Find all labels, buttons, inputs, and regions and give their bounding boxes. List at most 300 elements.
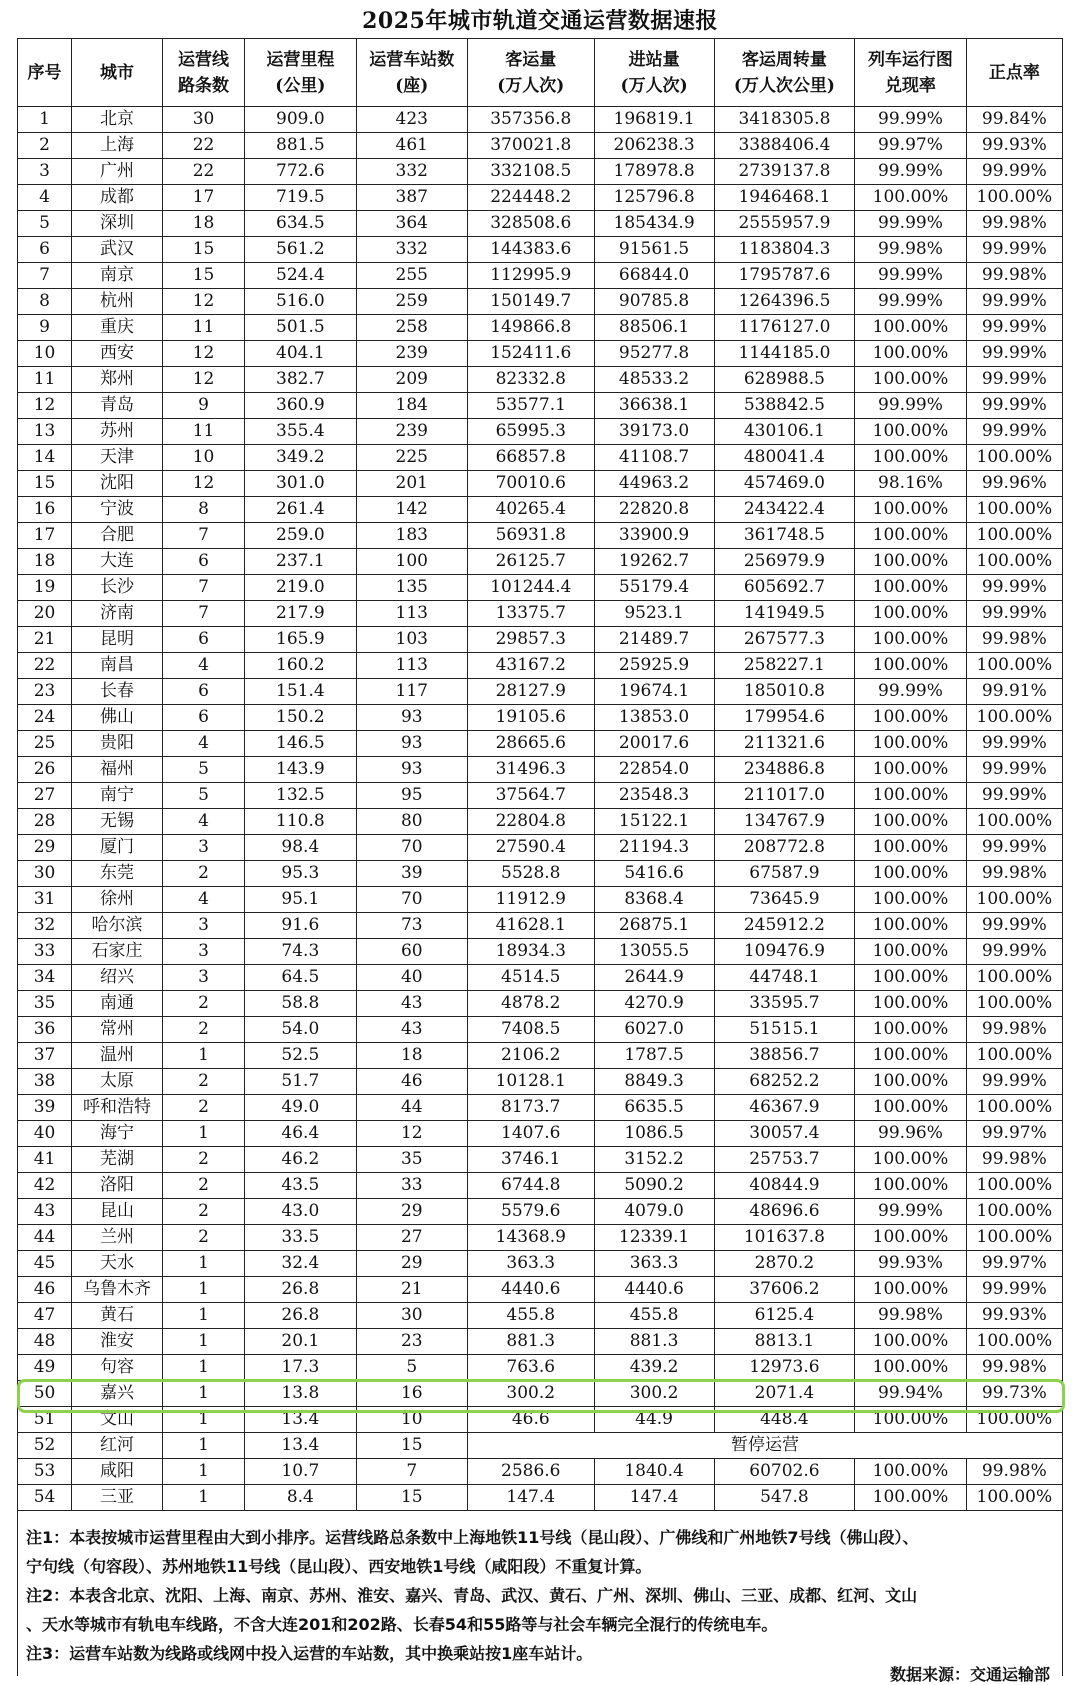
table-cell: 144383.6 [467, 237, 594, 263]
table-cell: 18 [162, 211, 244, 237]
table-row [18, 1017, 1063, 1043]
table-cell: 100.00% [855, 601, 966, 627]
table-cell: 141949.5 [714, 601, 855, 627]
table-cell: 439.2 [594, 1355, 714, 1381]
table-cell: 2 [162, 1225, 244, 1251]
table-cell: 219.0 [245, 575, 356, 601]
table-cell: 21194.3 [594, 835, 714, 861]
table-cell: 20.1 [245, 1329, 356, 1355]
table-cell: 34 [18, 965, 72, 991]
table-row [18, 1173, 1063, 1199]
table-row [18, 913, 1063, 939]
table-cell: 13.4 [245, 1433, 356, 1459]
table-cell: 100.00% [966, 1043, 1062, 1069]
table-cell: 99.97% [966, 1121, 1062, 1147]
table-cell: 99.96% [855, 1121, 966, 1147]
table-cell: 40265.4 [467, 497, 594, 523]
table-cell: 6027.0 [594, 1017, 714, 1043]
table-cell: 100.00% [855, 1459, 966, 1485]
table-cell: 10 [356, 1407, 467, 1433]
column-header: 运营里程 (公里) [245, 39, 356, 107]
table-cell: 45 [18, 1251, 72, 1277]
table-cell: 132.5 [245, 783, 356, 809]
table-cell: 23 [18, 679, 72, 705]
table-cell: 99.99% [966, 393, 1062, 419]
table-cell: 5 [162, 757, 244, 783]
table-cell: 48 [18, 1329, 72, 1355]
table-cell: 772.6 [245, 159, 356, 185]
table-cell: 100.00% [966, 1173, 1062, 1199]
table-cell: 30 [356, 1303, 467, 1329]
table-cell: 24 [18, 705, 72, 731]
table-cell: 99.93% [855, 1251, 966, 1277]
table-cell: 100.00% [855, 1485, 966, 1511]
table-cell: 100.00% [855, 1147, 966, 1173]
table-cell: 4079.0 [594, 1199, 714, 1225]
table-cell: 605692.7 [714, 575, 855, 601]
table-cell: 208772.8 [714, 835, 855, 861]
table-cell: 温州 [72, 1043, 163, 1069]
table-cell: 5579.6 [467, 1199, 594, 1225]
table-cell: 99.84% [966, 107, 1062, 133]
table-cell: 28127.9 [467, 679, 594, 705]
table-row [18, 1147, 1063, 1173]
table-cell: 90785.8 [594, 289, 714, 315]
table-cell: 909.0 [245, 107, 356, 133]
table-row [18, 757, 1063, 783]
table-cell: 31496.3 [467, 757, 594, 783]
table-cell: 99.99% [966, 341, 1062, 367]
table-cell: 423 [356, 107, 467, 133]
table-cell: 厦门 [72, 835, 163, 861]
table-row [18, 939, 1063, 965]
table-cell: 23 [356, 1329, 467, 1355]
table-cell: 332 [356, 159, 467, 185]
table-row [18, 1277, 1063, 1303]
table-cell: 7 [162, 601, 244, 627]
table-cell: 100.00% [855, 653, 966, 679]
table-cell: 1086.5 [594, 1121, 714, 1147]
table-cell: 杭州 [72, 289, 163, 315]
table-cell: 100.00% [855, 445, 966, 471]
table-row [18, 601, 1063, 627]
table-cell: 100.00% [855, 939, 966, 965]
table-cell: 红河 [72, 1433, 163, 1459]
table-cell: 43 [356, 991, 467, 1017]
table-cell: 21489.7 [594, 627, 714, 653]
table-cell: 178978.8 [594, 159, 714, 185]
table-cell: 无锡 [72, 809, 163, 835]
table-cell: 呼和浩特 [72, 1095, 163, 1121]
table-cell: 6 [162, 627, 244, 653]
table-cell: 10128.1 [467, 1069, 594, 1095]
table-cell: 19262.7 [594, 549, 714, 575]
table-cell: 99.99% [966, 419, 1062, 445]
table-cell: 99.99% [855, 1199, 966, 1225]
table-cell: 100.00% [966, 887, 1062, 913]
table-cell: 1 [162, 1303, 244, 1329]
table-cell: 56931.8 [467, 523, 594, 549]
table-row [18, 1069, 1063, 1095]
table-cell: 25 [18, 731, 72, 757]
table-cell: 26125.7 [467, 549, 594, 575]
table-cell: 13.4 [245, 1407, 356, 1433]
table-cell: 济南 [72, 601, 163, 627]
table-cell: 41628.1 [467, 913, 594, 939]
table-cell: 20017.6 [594, 731, 714, 757]
table-cell: 95.1 [245, 887, 356, 913]
table-cell: 28665.6 [467, 731, 594, 757]
table-cell: 99.93% [966, 1303, 1062, 1329]
table-cell: 99.96% [966, 471, 1062, 497]
table-cell: 15 [18, 471, 72, 497]
table-cell: 苏州 [72, 419, 163, 445]
table-cell: 109476.9 [714, 939, 855, 965]
table-cell: 福州 [72, 757, 163, 783]
table-cell: 兰州 [72, 1225, 163, 1251]
table-cell: 100.00% [966, 1095, 1062, 1121]
table-cell: 151.4 [245, 679, 356, 705]
table-cell: 67587.9 [714, 861, 855, 887]
table-cell: 4514.5 [467, 965, 594, 991]
table-cell: 41108.7 [594, 445, 714, 471]
table-cell: 49.0 [245, 1095, 356, 1121]
table-cell: 35 [18, 991, 72, 1017]
column-header: 序号 [18, 39, 72, 107]
table-cell: 3 [18, 159, 72, 185]
table-cell: 99.99% [966, 913, 1062, 939]
table-cell: 4440.6 [594, 1277, 714, 1303]
table-cell: 29857.3 [467, 627, 594, 653]
table-cell: 33900.9 [594, 523, 714, 549]
table-cell: 6125.4 [714, 1303, 855, 1329]
table-cell: 100.00% [855, 627, 966, 653]
table-row [18, 731, 1063, 757]
table-cell: 42 [18, 1173, 72, 1199]
table-cell: 29 [18, 835, 72, 861]
table-cell: 99.99% [966, 835, 1062, 861]
table-cell: 4 [162, 809, 244, 835]
table-cell: 22 [162, 159, 244, 185]
table-cell: 14368.9 [467, 1225, 594, 1251]
table-cell: 12339.1 [594, 1225, 714, 1251]
table-cell: 43 [356, 1017, 467, 1043]
table-cell: 39 [18, 1095, 72, 1121]
table-cell: 30 [162, 107, 244, 133]
table-cell: 99.99% [966, 237, 1062, 263]
table-cell: 2555957.9 [714, 211, 855, 237]
table-cell: 18 [356, 1043, 467, 1069]
table-cell: 38856.7 [714, 1043, 855, 1069]
table-cell: 100.00% [855, 1407, 966, 1433]
table-cell: 100.00% [855, 1069, 966, 1095]
table-cell: 100.00% [855, 185, 966, 211]
table-cell: 100.00% [966, 653, 1062, 679]
table-cell: 95.3 [245, 861, 356, 887]
table-cell: 430106.1 [714, 419, 855, 445]
table-cell: 44.9 [594, 1407, 714, 1433]
table-cell: 147.4 [467, 1485, 594, 1511]
table-cell: 100.00% [855, 965, 966, 991]
table-cell: 55179.4 [594, 575, 714, 601]
table-cell: 1946468.1 [714, 185, 855, 211]
table-cell: 36638.1 [594, 393, 714, 419]
table-cell: 25925.9 [594, 653, 714, 679]
table-cell: 100.00% [855, 809, 966, 835]
table-row [18, 419, 1063, 445]
table-cell: 100.00% [855, 497, 966, 523]
table-cell: 100.00% [966, 523, 1062, 549]
table-row [18, 809, 1063, 835]
table-cell: 300.2 [467, 1381, 594, 1407]
table-cell: 332108.5 [467, 159, 594, 185]
table-cell: 46.6 [467, 1407, 594, 1433]
table-cell: 100.00% [966, 445, 1062, 471]
table-cell: 95 [356, 783, 467, 809]
table-cell: 27 [356, 1225, 467, 1251]
table-cell: 448.4 [714, 1407, 855, 1433]
table-cell: 6744.8 [467, 1173, 594, 1199]
table-cell: 73645.9 [714, 887, 855, 913]
table-cell: 234886.8 [714, 757, 855, 783]
table-cell: 8 [162, 497, 244, 523]
table-cell: 6 [162, 679, 244, 705]
table-cell: 嘉兴 [72, 1381, 163, 1407]
table-cell: 100.00% [855, 549, 966, 575]
table-cell: 1 [162, 1329, 244, 1355]
table-cell: 10.7 [245, 1459, 356, 1485]
table-cell: 457469.0 [714, 471, 855, 497]
table-cell: 95277.8 [594, 341, 714, 367]
table-cell: 99.93% [966, 133, 1062, 159]
table-cell: 22804.8 [467, 809, 594, 835]
table-row [18, 965, 1063, 991]
table-cell: 4 [162, 887, 244, 913]
table-cell: 5528.8 [467, 861, 594, 887]
table-cell: 99.99% [966, 731, 1062, 757]
table-cell: 乌鲁木齐 [72, 1277, 163, 1303]
table-row [18, 835, 1063, 861]
table-cell: 1 [162, 1485, 244, 1511]
table-cell: 47 [18, 1303, 72, 1329]
table-cell: 徐州 [72, 887, 163, 913]
table-cell: 88506.1 [594, 315, 714, 341]
table-cell: 南京 [72, 263, 163, 289]
table-cell: 135 [356, 575, 467, 601]
table-cell: 南昌 [72, 653, 163, 679]
table-cell: 36 [18, 1017, 72, 1043]
table-cell: 99.98% [966, 627, 1062, 653]
table-cell: 184 [356, 393, 467, 419]
table-cell: 青岛 [72, 393, 163, 419]
table-cell: 39 [356, 861, 467, 887]
table-cell: 209 [356, 367, 467, 393]
table-cell: 26.8 [245, 1277, 356, 1303]
table-cell: 39173.0 [594, 419, 714, 445]
table-cell: 70010.6 [467, 471, 594, 497]
table-cell: 4440.6 [467, 1277, 594, 1303]
table-cell: 332 [356, 237, 467, 263]
table-cell: 成都 [72, 185, 163, 211]
table-body [18, 107, 1063, 1511]
table-cell: 1 [162, 1251, 244, 1277]
table-row [18, 1355, 1063, 1381]
table-cell: 15122.1 [594, 809, 714, 835]
table-cell: 哈尔滨 [72, 913, 163, 939]
table-cell: 46 [18, 1277, 72, 1303]
table-cell: 2 [162, 1069, 244, 1095]
table-cell: 2 [162, 1095, 244, 1121]
table-row [18, 445, 1063, 471]
table-cell: 19105.6 [467, 705, 594, 731]
table-cell: 44 [356, 1095, 467, 1121]
column-header: 城市 [72, 39, 163, 107]
table-cell: 7 [18, 263, 72, 289]
metro-data-table [17, 38, 1063, 1511]
table-cell: 5090.2 [594, 1173, 714, 1199]
table-cell: 43.0 [245, 1199, 356, 1225]
table-cell: 881.3 [594, 1329, 714, 1355]
table-cell: 538842.5 [714, 393, 855, 419]
table-cell: 99.94% [855, 1381, 966, 1407]
table-cell: 91.6 [245, 913, 356, 939]
table-cell: 100.00% [966, 1199, 1062, 1225]
table-cell: 206238.3 [594, 133, 714, 159]
table-cell: 51.7 [245, 1069, 356, 1095]
table-cell: 2106.2 [467, 1043, 594, 1069]
table-cell: 93 [356, 705, 467, 731]
header-row [18, 39, 1063, 107]
table-cell: 三亚 [72, 1485, 163, 1511]
table-cell: 149866.8 [467, 315, 594, 341]
table-cell: 99.99% [855, 679, 966, 705]
table-cell: 99.99% [966, 367, 1062, 393]
table-cell: 224448.2 [467, 185, 594, 211]
table-cell: 99.99% [855, 263, 966, 289]
table-cell: 21 [356, 1277, 467, 1303]
table-cell: 363.3 [594, 1251, 714, 1277]
table-cell: 44963.2 [594, 471, 714, 497]
table-cell: 7408.5 [467, 1017, 594, 1043]
table-cell: 2 [162, 1017, 244, 1043]
table-cell: 100.00% [966, 1225, 1062, 1251]
table-cell: 15 [162, 237, 244, 263]
table-row-suspended [18, 1433, 1063, 1459]
table-row [18, 185, 1063, 211]
table-cell: 100.00% [855, 835, 966, 861]
table-cell: 8173.7 [467, 1095, 594, 1121]
table-cell: 5 [18, 211, 72, 237]
table-row [18, 107, 1063, 133]
table-cell: 11912.9 [467, 887, 594, 913]
table-cell: 35 [356, 1147, 467, 1173]
table-cell: 103 [356, 627, 467, 653]
table-cell: 13375.7 [467, 601, 594, 627]
table-cell: 25753.7 [714, 1147, 855, 1173]
table-cell: 上海 [72, 133, 163, 159]
table-cell: 12 [162, 367, 244, 393]
table-cell: 广州 [72, 159, 163, 185]
table-cell: 5 [356, 1355, 467, 1381]
table-cell: 99.99% [855, 289, 966, 315]
page-title: 2025年城市轨道交通运营数据速报 [362, 8, 718, 34]
table-row [18, 263, 1063, 289]
table-cell: 99.97% [966, 1251, 1062, 1277]
table-cell: 12 [162, 289, 244, 315]
table-cell: 143.9 [245, 757, 356, 783]
table-cell: 355.4 [245, 419, 356, 445]
table-cell: 99.99% [966, 575, 1062, 601]
table-cell: 48696.6 [714, 1199, 855, 1225]
table-row [18, 653, 1063, 679]
table-cell: 99.99% [855, 107, 966, 133]
table-cell: 1 [162, 1459, 244, 1485]
table-cell: 70 [356, 887, 467, 913]
table-row [18, 861, 1063, 887]
table-cell: 8.4 [245, 1485, 356, 1511]
table-cell: 719.5 [245, 185, 356, 211]
table-cell: 100 [356, 549, 467, 575]
table-cell: 26875.1 [594, 913, 714, 939]
table-cell: 句容 [72, 1355, 163, 1381]
table-cell: 239 [356, 419, 467, 445]
table-row [18, 627, 1063, 653]
table-cell: 贵阳 [72, 731, 163, 757]
table-cell: 370021.8 [467, 133, 594, 159]
table-cell: 郑州 [72, 367, 163, 393]
table-row [18, 497, 1063, 523]
table-cell: 52.5 [245, 1043, 356, 1069]
table-cell: 2586.6 [467, 1459, 594, 1485]
table-cell: 146.5 [245, 731, 356, 757]
table-cell: 357356.8 [467, 107, 594, 133]
table-cell: 22 [18, 653, 72, 679]
table-cell: 常州 [72, 1017, 163, 1043]
table-row [18, 1225, 1063, 1251]
table-row [18, 237, 1063, 263]
table-cell: 10 [18, 341, 72, 367]
table-cell: 387 [356, 185, 467, 211]
table-cell: 54.0 [245, 1017, 356, 1043]
table-cell: 112995.9 [467, 263, 594, 289]
table-cell: 1787.5 [594, 1043, 714, 1069]
table-cell: 349.2 [245, 445, 356, 471]
table-cell: 60 [356, 939, 467, 965]
table-cell: 7 [162, 523, 244, 549]
table-cell: 100.00% [855, 1095, 966, 1121]
table-cell: 53 [18, 1459, 72, 1485]
table-cell: 301.0 [245, 471, 356, 497]
table-cell: 100.00% [855, 1355, 966, 1381]
table-cell: 13055.5 [594, 939, 714, 965]
table-cell: 1183804.3 [714, 237, 855, 263]
table-cell: 1840.4 [594, 1459, 714, 1485]
table-cell: 99.98% [966, 1355, 1062, 1381]
table-cell: 12973.6 [714, 1355, 855, 1381]
table-cell: 27590.4 [467, 835, 594, 861]
table-row [18, 991, 1063, 1017]
table-cell: 134767.9 [714, 809, 855, 835]
table-cell: 2 [162, 1173, 244, 1199]
table-cell: 9 [162, 393, 244, 419]
table-cell: 73 [356, 913, 467, 939]
table-cell: 11 [18, 367, 72, 393]
table-cell: 211321.6 [714, 731, 855, 757]
table-cell: 4 [162, 653, 244, 679]
table-cell: 99.98% [966, 211, 1062, 237]
table-cell: 2 [162, 861, 244, 887]
table-cell: 881.3 [467, 1329, 594, 1355]
